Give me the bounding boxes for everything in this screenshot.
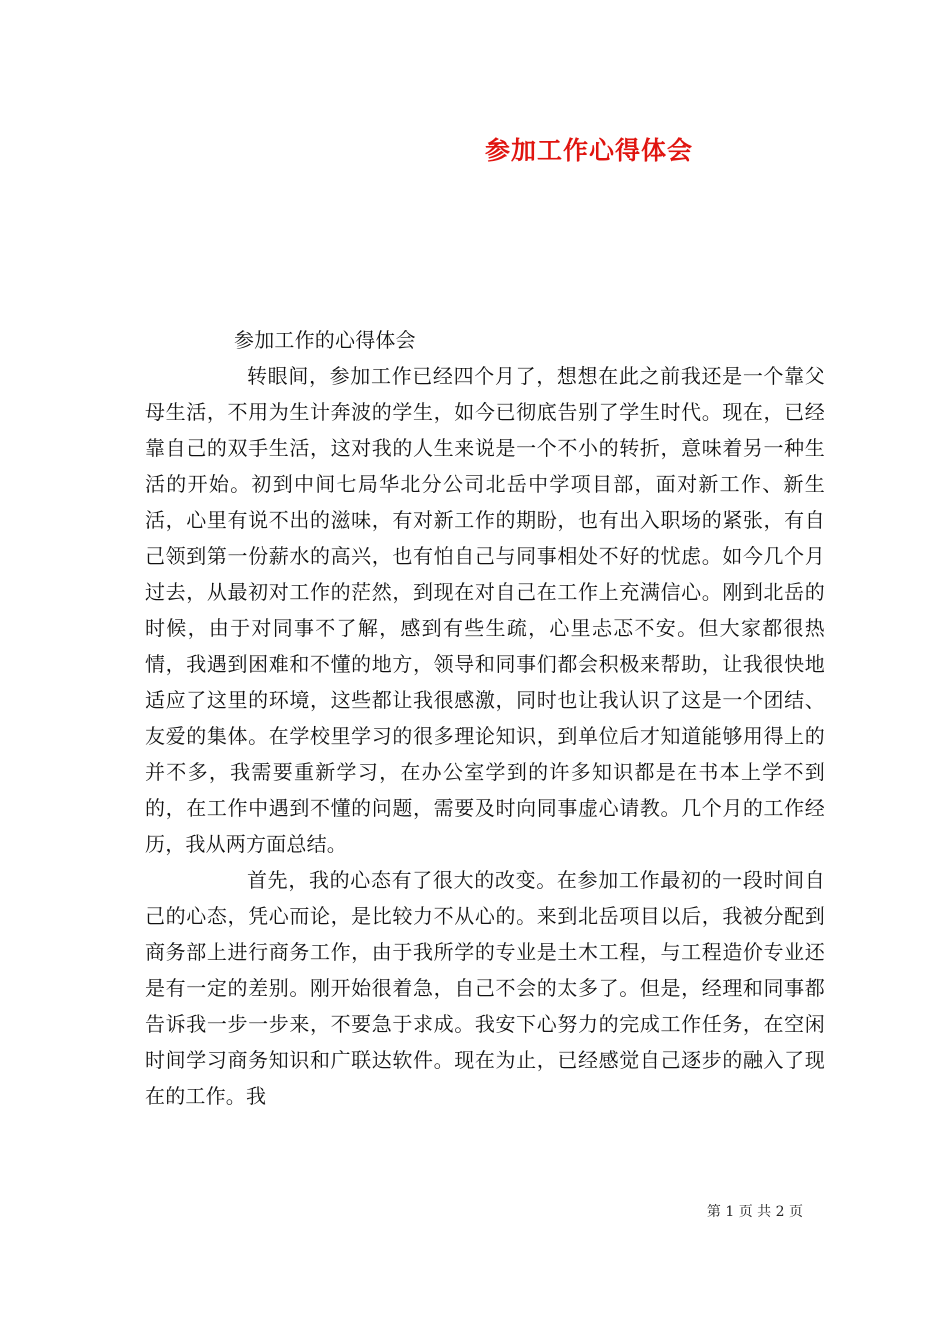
page-number-footer: 第 1 页 共 2 页 [706, 1204, 803, 1220]
paragraph-1: 转眼间，参加工作已经四个月了，想想在此之前我还是一个靠父母生活，不用为生计奔波的学生，如今已彻底告别了学生时代。现在，已经靠自己的双手生活，这对我的人生来说是一个不小的转折，意味着另一种生活的开始。初到中间七局华北分公司北岳中学项目部，面对新工作、新生活，心里有说不出的滋味，有对新工作的期盼，也有出入职场的紧张，有自己领到第一份薪水的高兴，也有怕自己与同事相处不好的忧虑。如今几个月过去，从最初对工作的茫然，到现在对自己在工作上充满信心。刚到北岳的时候，由于对同事不了解，感到有些生疏，心里忐忑不安。但大家都很热情，我遇到困难和不懂的地方，领导和同事们都会积极来帮助，让我很快地适应了这里的环境，这些都让我很感激，同时也让我认识了这是一个团结、友爱的集体。在学校里学习的很多理论知识，到单位后才知道能够用得上的并不多，我需要重新学习，在办公室学到的许多知识都是在书本上学不到的，在工作中遇到不懂的问题，需要及时向同事虚心请教。几个月的工作经历，我从两方面总结。 [145, 364, 825, 856]
document-subheading: 参加工作的心得体会 [234, 328, 416, 352]
document-title: 参加工作心得体会 [484, 136, 693, 165]
document-body [145, 322, 825, 1114]
paragraph-2: 首先，我的心态有了很大的改变。在参加工作最初的一段时间自己的心态，凭心而论，是比较力不从心的。来到北岳项目以后，我被分配到商务部上进行商务工作，由于我所学的专业是土木工程，与工程造价专业还是有一定的差别。刚开始很着急，自己不会的太多了。但是，经理和同事都告诉我一步一步来，不要急于求成。我安下心努力的完成工作任务，在空闲时间学习商务知识和广联达软件。现在为止，已经感觉自己逐步的融入了现在的工作。我 [145, 868, 825, 1108]
